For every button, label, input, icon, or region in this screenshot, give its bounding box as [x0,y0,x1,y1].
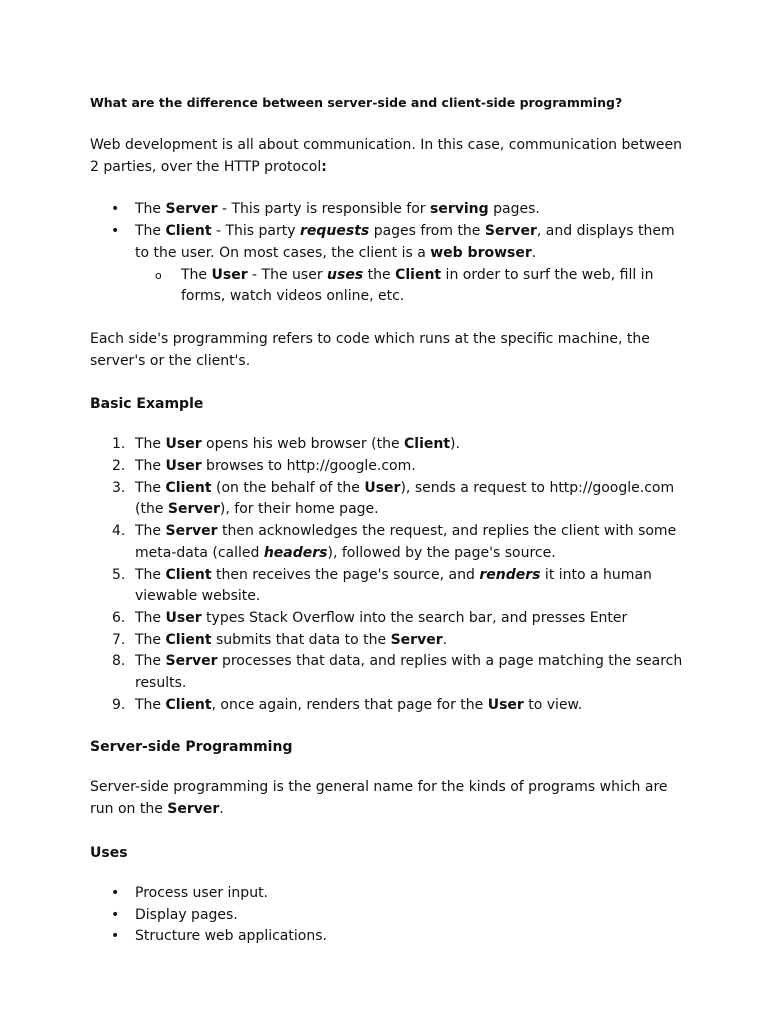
client-sub-list [135,265,690,308]
bold-text: Server [167,501,220,518]
step-number: 4. [112,523,126,540]
bold-text: Server [165,653,218,670]
step-number: 5. [112,566,126,583]
intro-text: Web development is all about communication. In this case, communication between 2 parties, over the HTTP protocol [90,137,683,175]
step-number: 9. [112,696,126,713]
bold-text: Client [165,696,212,713]
step-item-4 [90,521,690,564]
text: Server-side programming is the general name for the kinds of programs which are run on the [90,779,668,818]
bold-text: Client [165,566,212,583]
server-side-paragraph [90,777,690,820]
list-item-user [135,265,690,308]
step-item-3 [90,478,690,521]
text: ), followed by the page's source. [327,544,556,561]
question-title: What are the difference between server-side and client-side programming? [90,95,623,110]
each-side-paragraph: Each side's programming refers to code which runs at the specific machine, the server's or the client's. [90,330,650,369]
text: The [135,223,166,240]
step-number: 6. [112,609,126,626]
text: - This party is responsible for [217,201,431,218]
step-number: 1. [112,436,126,453]
text: The [135,566,166,583]
bold-text: Server [390,631,443,648]
list-item-client [90,221,690,308]
step-number: 8. [112,653,126,670]
text: . [219,801,224,818]
text: ), sends a request to http://google.com (the [135,479,675,518]
text: it into a human viewable website. [135,566,652,605]
bold-text: Client [165,631,212,648]
parties-list [90,199,690,308]
text: , once again, renders that page for the [211,696,488,713]
uses-heading: Uses [90,844,128,861]
step-item-1 [90,434,690,456]
text: . [442,631,448,648]
step-number: 3. [112,479,126,496]
basic-example-steps [90,434,690,716]
list-item: • Process user input. [90,883,690,905]
text: The [135,523,166,540]
step-item-5 [90,565,690,608]
text: The [135,609,166,626]
bold-text: Client [165,479,212,496]
text: . [531,244,537,261]
bold-text: Server [484,223,537,240]
text: - The user [247,266,328,283]
bold-text: web browser [430,244,532,261]
bold-text: Client [165,223,212,240]
text: The [135,201,166,218]
text: The [135,631,166,648]
text: The [135,653,166,670]
text: browses to http://google.com. [201,458,416,475]
document-page [90,92,690,969]
server-side-heading: Server-side Programming [90,739,293,756]
intro-colon: : [321,158,327,175]
text: types Stack Overflow into the search bar, and presses Enter [201,609,628,626]
step-item-2 [90,456,690,478]
list-item: • Display pages. [90,905,690,927]
text: The [135,436,166,453]
text: The [135,458,166,475]
basic-example-heading: Basic Example [90,396,204,413]
text: ), for their home page. [219,501,379,518]
bold-text: User [165,436,202,453]
text: opens his web browser (the [201,436,405,453]
bold-text: User [165,609,202,626]
text: The [135,479,166,496]
text: - This party [211,223,300,240]
step-item-7 [90,630,690,652]
bold-text: User [165,458,202,475]
uses-list [90,883,690,948]
text: processes that data, and replies with a page matching the search results. [135,653,683,692]
text: the [363,266,396,283]
bold-text: Client [395,266,442,283]
step-item-8 [90,651,690,694]
text: The [181,266,212,283]
text: (on the behalf of the [211,479,365,496]
bold-text: serving [430,201,489,218]
text: pages from the [369,223,485,240]
bold-text: Server [167,801,220,818]
text: pages. [488,201,540,218]
text: in order to surf the web, fill in forms, watch videos online, etc. [181,266,654,305]
step-number: 7. [112,631,126,648]
text: submits that data to the [211,631,391,648]
bold-text: User [364,479,401,496]
text: then receives the page's source, and [211,566,480,583]
step-item-6 [90,608,690,630]
bold-italic-text: renders [479,566,541,583]
intro-paragraph [90,135,690,178]
step-number: 2. [112,458,126,475]
text: to view. [523,696,583,713]
list-item: • Structure web applications. [90,926,690,948]
bold-text: User [487,696,524,713]
bold-text: Server [165,523,218,540]
text: ). [450,436,460,453]
bold-italic-text: uses [327,266,364,283]
bold-text: Server [165,201,218,218]
text: , and displays them to the user. On most cases, the client is a [135,223,675,261]
text: The [135,696,166,713]
bold-text: User [211,266,248,283]
text: then acknowledges the request, and replies the client with some meta-data (called [135,523,677,561]
list-item-server [90,199,690,221]
bold-text: Client [404,436,451,453]
step-item-9 [90,695,690,717]
bold-italic-text: headers [263,544,328,561]
bold-italic-text: requests [300,223,370,240]
